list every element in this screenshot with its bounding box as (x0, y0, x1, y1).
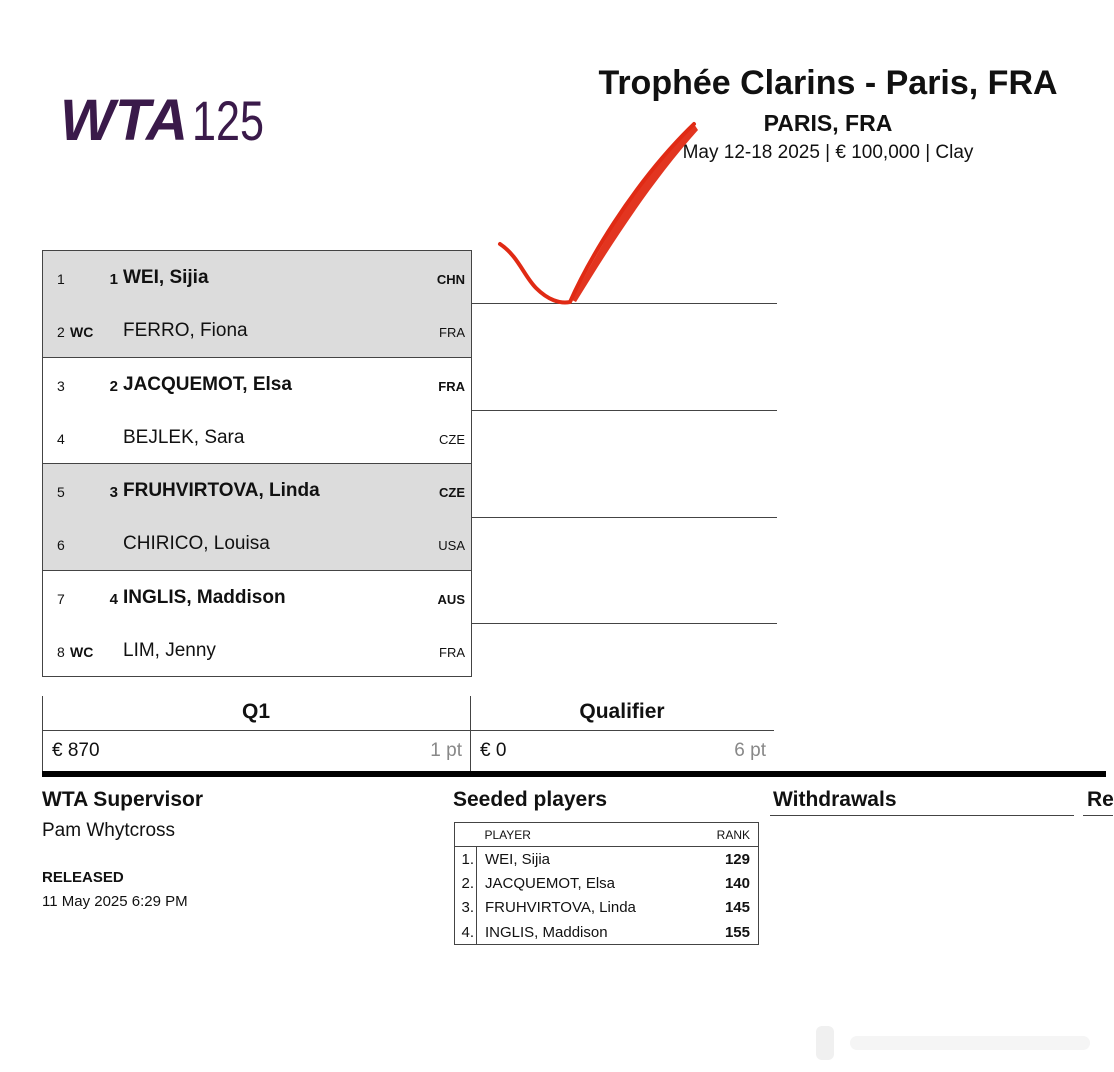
draw-number: 8 (57, 644, 65, 661)
prize-money: € 0 (480, 740, 507, 761)
entry-status: WC (70, 644, 94, 661)
col-player: PLAYER (477, 823, 694, 847)
winner-line-3 (472, 517, 777, 518)
prize-money: € 870 (52, 740, 100, 761)
draw-row (43, 251, 471, 304)
player-nationality: AUS (437, 591, 465, 607)
round-label: Qualifier (579, 700, 665, 723)
draw-row (43, 624, 471, 677)
seed-number: 4 (109, 590, 118, 608)
seed-index: 1. (455, 847, 477, 872)
seed-rank: 145 (724, 899, 750, 917)
supervisor-heading: WTA Supervisor (42, 788, 204, 811)
player-nationality: FRA (438, 378, 465, 394)
released-date: 11 May 2025 6:29 PM (42, 893, 188, 910)
table-row (455, 920, 759, 945)
wta-125-logo (60, 88, 280, 153)
table-row (455, 847, 759, 872)
tournament-title: Trophée Clarins - Paris, FRA (598, 64, 1058, 102)
draw-number: 7 (57, 590, 65, 607)
prize-qualifier (470, 696, 774, 772)
seed-number: 3 (109, 484, 118, 502)
seed-index: 3. (455, 896, 477, 921)
draw-number: 1 (57, 271, 65, 287)
col-index (455, 823, 477, 847)
draw-number: 3 (57, 377, 65, 394)
prize-q1 (42, 696, 470, 772)
player-name: LIM, Jenny (123, 640, 216, 662)
released-label: RELEASED (42, 869, 124, 886)
seed-player: JACQUEMOT, Elsa (485, 874, 616, 892)
player-name: WEI, Sijia (123, 267, 209, 288)
player-name: INGLIS, Maddison (123, 586, 286, 608)
entry-status: WC (70, 324, 94, 341)
draw-table (42, 250, 472, 677)
withdrawals-heading: Withdrawals (773, 788, 897, 811)
divider (770, 815, 1074, 816)
divider (42, 730, 470, 731)
seed-rank: 129 (724, 850, 750, 868)
match-3 (43, 464, 471, 571)
draw-row (43, 517, 471, 570)
draw-number: 2 (57, 324, 65, 341)
seed-player: FRUHVIRTOVA, Linda (485, 899, 636, 917)
supervisor-name: Pam Whytcross (42, 820, 176, 841)
round-label: Q1 (241, 700, 270, 723)
match-1 (43, 251, 471, 358)
cut-off-heading: Re (1087, 788, 1114, 811)
tournament-location: PARIS, FRA (763, 110, 893, 136)
player-name: FERRO, Fiona (123, 320, 248, 342)
seed-index: 4. (455, 920, 477, 945)
draw-row (43, 571, 471, 624)
seed-number: 2 (109, 377, 118, 395)
seed-index: 2. (455, 871, 477, 896)
player-nationality: CZE (439, 431, 465, 447)
seed-player: WEI, Sijia (485, 850, 551, 868)
seeded-players-table (454, 822, 759, 945)
seed-player: INGLIS, Maddison (485, 923, 608, 941)
player-name: FRUHVIRTOVA, Linda (123, 480, 320, 502)
player-nationality: USA (438, 538, 465, 554)
draw-number: 6 (57, 537, 65, 554)
ranking-points: 6 pt (734, 740, 766, 761)
divider (1083, 815, 1113, 816)
draw-row (43, 411, 471, 464)
match-2 (43, 358, 471, 465)
draw-number: 4 (57, 430, 65, 447)
col-rank: RANK (694, 823, 759, 847)
winner-line-2 (472, 410, 777, 411)
player-nationality: CZE (439, 485, 465, 501)
seeded-players-heading: Seeded players (453, 788, 608, 811)
ranking-points: 1 pt (430, 740, 462, 761)
player-name: BEJLEK, Sara (123, 426, 245, 448)
scan-artifact (810, 1022, 1100, 1062)
draw-row (43, 464, 471, 517)
seed-rank: 155 (724, 923, 750, 941)
svg-text:WTA: WTA (60, 88, 188, 153)
table-header-row (455, 823, 759, 847)
match-4 (43, 571, 471, 678)
table-row (455, 871, 759, 896)
table-row (455, 896, 759, 921)
draw-row (43, 358, 471, 411)
svg-text:125: 125 (192, 89, 264, 152)
draw-row (43, 304, 471, 357)
section-divider (42, 771, 1106, 777)
player-name: CHIRICO, Louisa (123, 533, 270, 555)
player-nationality: CHN (436, 272, 465, 287)
checkmark-icon (490, 116, 710, 312)
draw-number: 5 (57, 484, 65, 501)
player-nationality: FRA (439, 645, 465, 661)
winner-line-4 (472, 623, 777, 624)
divider (470, 730, 774, 731)
seed-number: 1 (109, 271, 118, 288)
player-nationality: FRA (439, 325, 465, 341)
player-name: JACQUEMOT, Elsa (123, 373, 292, 395)
seed-rank: 140 (724, 874, 750, 892)
tournament-info: May 12-18 2025 | € 100,000 | Clay (682, 142, 974, 163)
